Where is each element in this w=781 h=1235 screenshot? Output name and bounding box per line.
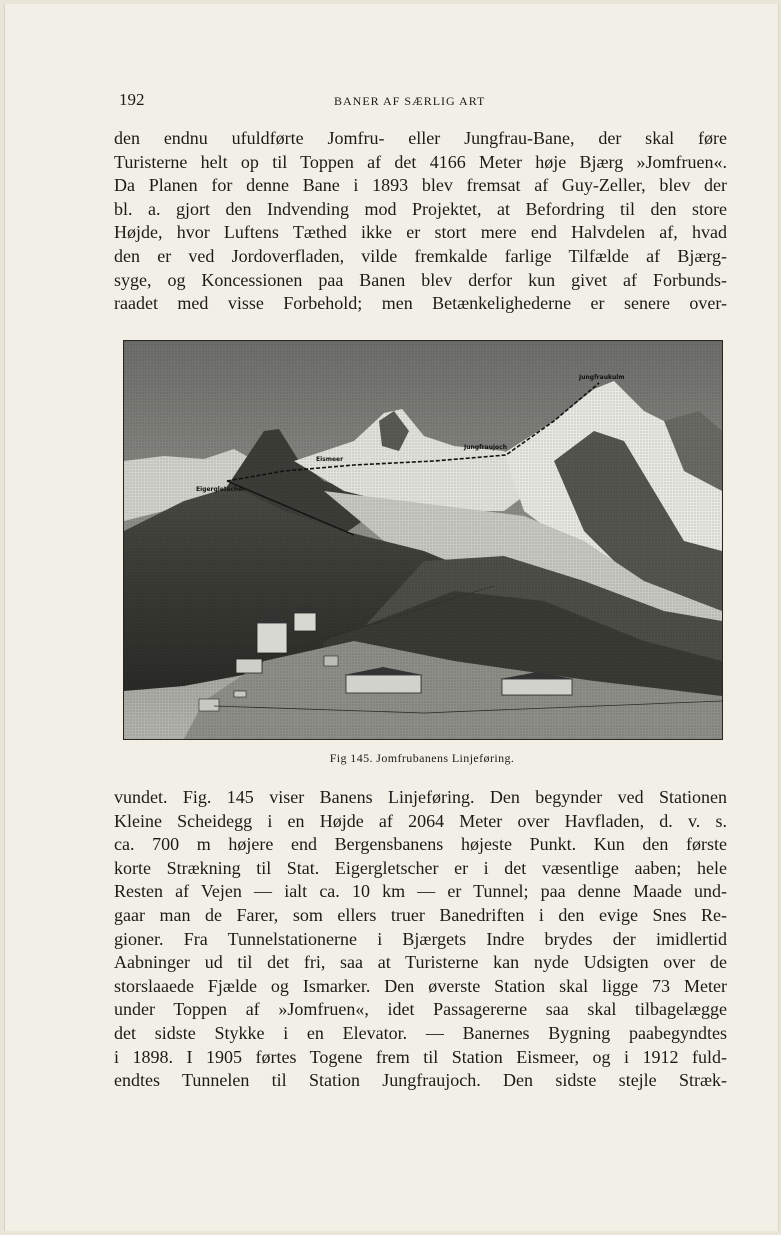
text-line: Højde, hvor Luftens Tæthed ikke er stort mere end Halvdelen af, hvad (114, 222, 727, 243)
text-line: det sidste Stykke i en Elevator. — Banernes Bygning paabegyndtes (114, 1022, 727, 1043)
text-line: Turisterne helt op til Toppen af det 4166 Meter høje Bjærg »Jomfruen«. (114, 151, 727, 172)
text-line: vundet. Fig. 145 viser Banens Linjeføring. Den begynder ved Stationen (114, 787, 727, 807)
text-line: storslaaede Fjælde og Ismarker. Den øverste Station skal ligge 73 Meter (114, 975, 727, 996)
text-line: i 1898. I 1905 førtes Togene frem til Station Eismeer, og i 1912 fuld- (114, 1046, 727, 1067)
engraving-texture (124, 341, 722, 739)
figure-caption: Fig 145. Jomfrubanens Linjeføring. (329, 751, 515, 765)
text-line: gioner. Fra Tunnelstationerne i Bjærgets Indre brydes der imidlertid (114, 928, 727, 949)
text-line: Aabninger ud til det fri, saa at Turisterne kan nyde Udsigten over de (114, 952, 727, 973)
text-line: raadet med visse Forbehold; men Betænkelighederne er senere over- (114, 293, 727, 314)
text-line: endtes Tunnelen til Station Jungfraujoch. Den sidste stejle Stræk- (114, 1070, 727, 1091)
chapter-title: BANER AF SÆRLIG ART (334, 94, 486, 108)
text-line: Resten af Vejen — ialt ca. 10 km — er Tunnel; paa denne Maade und- (114, 881, 727, 902)
text-line: bl. a. gjort den Indvending mod Projektet, at Befordring til den store (114, 198, 727, 219)
text-line: ca. 700 m højere end Bergensbanens højeste Punkt. Kun den første (114, 834, 727, 855)
text-line: Kleine Scheidegg i en Højde af 2064 Meter over Havfladen, d. v. s. (114, 810, 727, 831)
mountain-illustration (124, 341, 722, 739)
label-lower-station: Eigergletscher (196, 486, 246, 493)
running-header (119, 90, 731, 114)
paragraph-top (114, 127, 727, 316)
text-line: den er ved Jordoverfladen, vilde fremkalde farlige Tilfælde af Bjærg- (114, 245, 727, 266)
label-middle-station: Eismeer (316, 456, 344, 463)
paragraph-bottom (114, 786, 727, 1093)
text-line: den endnu ufuldførte Jomfru- eller Jungfrau-Bane, der skal føre (114, 128, 727, 148)
label-upper-station: Jungfraujoch (464, 444, 507, 451)
text-line: syge, og Koncessionen paa Banen blev derfor kun givet af Forbunds- (114, 269, 727, 290)
page-number: 192 (119, 90, 145, 109)
label-summit: Jungfraukulm (579, 374, 625, 381)
figure-jungfrau-railway-illustration (123, 340, 723, 740)
text-line: under Toppen af »Jomfruen«, idet Passagererne saa skal tilbagelægge (114, 999, 727, 1020)
text-line: gaar man de Farer, som ellers truer Banedriften i den evige Snes Re- (114, 904, 727, 925)
text-line: Da Planen for denne Bane i 1893 blev fremsat af Guy-Zeller, blev der (114, 175, 727, 196)
text-line: korte Strækning til Stat. Eigergletscher er i det væsentlige aaben; hele (114, 857, 727, 878)
